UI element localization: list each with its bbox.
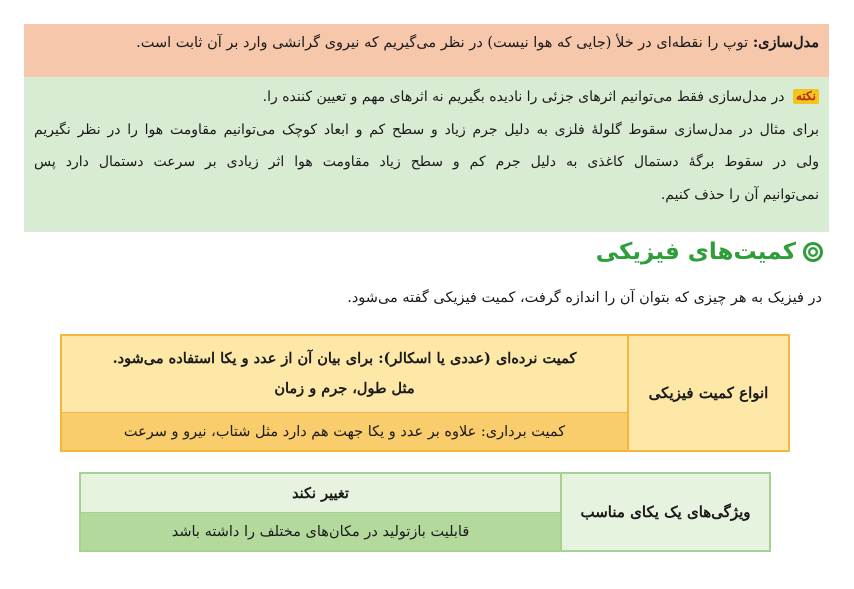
modeling-definition-box: [24, 24, 829, 77]
target-icon: [802, 241, 824, 263]
scalar-quantity-cell: [62, 336, 627, 413]
scalar-examples: مثل طول، جرم و زمان: [274, 380, 415, 397]
unit-features-header: ویژگی‌های یک یکای مناسب: [560, 474, 769, 550]
note-line-2: برای مثال در مدل‌سازی سقوط گلولهٔ فلزی به دلیل جرم زیاد و سطح کم و ابعاد کوچک می‌توانیم مقاومت هوا را در نظر نگیریم: [34, 121, 819, 138]
unit-feature-row-2: قابلیت بازتولید در مکان‌های مختلف را داشته باشد: [81, 513, 560, 550]
note-line-1: [34, 81, 819, 114]
intro-paragraph: در فیزیک به هر چیزی که بتوان آن را اندازه گرفت، کمیت فیزیکی گفته می‌شود.: [347, 290, 822, 306]
note-line-3: ولی در سقوط برگهٔ دستمال کاغذی به دلیل جرم کم و سطح زیاد مقاومت هوا اثر زیادی بر سرعت دستمال دارد پس: [34, 154, 819, 170]
unit-feature-row-1: تغییر نکند: [81, 474, 560, 513]
section-heading: [596, 234, 824, 270]
unit-features-table: [79, 472, 771, 552]
note-box: [24, 77, 829, 232]
note-line-1-text: در مدل‌سازی فقط می‌توانیم اثرهای جزئی را نادیده بگیریم نه اثرهای مهم و تعیین کننده را.: [262, 89, 785, 105]
quantity-types-table: [60, 334, 790, 452]
note-badge: نکته: [793, 89, 819, 104]
modeling-term: مدل‌سازی:: [752, 34, 819, 51]
note-line-4: نمی‌توانیم آن را حذف کنیم.: [660, 186, 819, 203]
modeling-definition: توپ را نقطه‌ای در خلأ (جایی که هوا نیست) در نظر می‌گیریم که نیروی گرانشی وارد بر آن ثابت است.: [136, 35, 749, 51]
vector-quantity-cell: کمیت برداری: علاوه بر عدد و یکا جهت هم دارد مثل شتاب، نیرو و سرعت: [62, 413, 627, 450]
quantity-types-header: انواع کمیت فیزیکی: [627, 336, 788, 450]
scalar-definition: کمیت نرده‌ای (عددی یا اسکالر): برای بیان آن از عدد و یکا استفاده می‌شود.: [112, 350, 577, 367]
section-heading-text: کمیت‌های فیزیکی: [595, 239, 796, 265]
